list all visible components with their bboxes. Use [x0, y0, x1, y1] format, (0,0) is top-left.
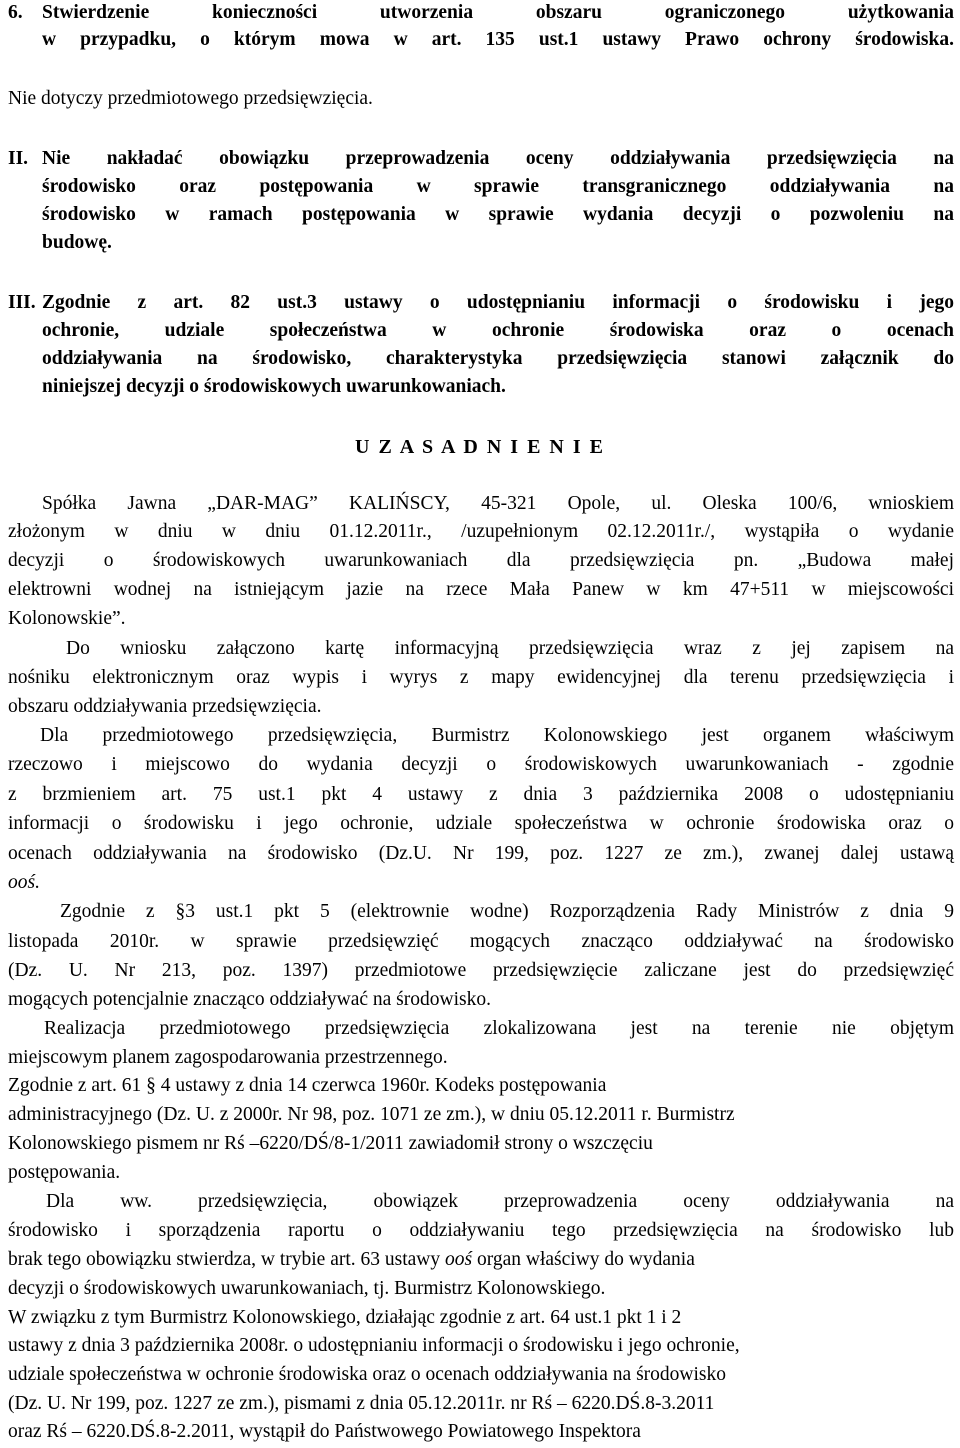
section-6-line-1 — [8, 0, 954, 26]
p3-line-6: ooś. — [8, 872, 40, 893]
p7-line-1: Dla ww. przedsięwzięcia, obowiązek przeprowadzenia oceny oddziaływania na — [46, 1191, 954, 1212]
p2-line-2: nośniku elektronicznym oraz wypis i wyrys z mapy ewidencyjnej dla terenu przedsięwzięcia i — [8, 667, 954, 688]
p4-line-1: Zgodnie z §3 ust.1 pkt 5 (elektrownie wodne) Rozporządzenia Rady Ministrów z dnia 9 — [60, 901, 954, 922]
p3-line-1: Dla przedmiotowego przedsięwzięcia, Burmistrz Kolonowskiego jest organem właściwym — [40, 725, 954, 746]
p4-line-3: (Dz. U. Nr 213, poz. 1397) przedmiotowe przedsięwzięcie zaliczane jest do przedsięwzięć — [8, 960, 954, 981]
section-6-line-2: w przypadku, o którym mowa w art. 135 ust.1 ustawy Prawo ochrony środowiska. — [42, 29, 954, 50]
section-6-text-1: Stwierdzenie konieczności utworzenia obszaru ograniczonego użytkowania — [42, 2, 954, 23]
p6-line-3: Kolonowskiego pismem nr Rś –6220/DŚ/8-1/2011 zawiadomił strony o wszczęciu — [8, 1133, 653, 1154]
section-II-number: II. — [8, 148, 29, 169]
section-III-number: III. — [8, 292, 36, 313]
p1-line-4: elektrowni wodnej na istniejącym jazie na rzece Mała Panew w km 47+511 w miejscowości — [8, 579, 954, 600]
p7-line-4: decyzji o środowiskowych uwarunkowaniach, tj. Burmistrz Kolonowskiego. — [8, 1278, 606, 1299]
p7-line-3-post: organ właściwy do wydania — [472, 1249, 695, 1270]
p5-line-1: Realizacja przedmiotowego przedsięwzięcia zlokalizowana jest na terenie nie objętym — [44, 1018, 954, 1039]
justification-heading: U Z A S A D N I E N I E — [355, 436, 605, 458]
p1-line-3: decyzji o środowiskowych uwarunkowaniach dla przedsięwzięcia pn. „Budowa małej — [8, 550, 954, 571]
p3-line-5: ocenach oddziaływania na środowisko (Dz.U. Nr 199, poz. 1227 ze zm.), zwanej dalej ustawą — [8, 843, 954, 864]
section-III-line-3: oddziaływania na środowisko, charakterystyka przedsięwzięcia stanowi załącznik do — [42, 348, 954, 369]
p6-line-4: postępowania. — [8, 1162, 121, 1183]
p7-line-3 — [8, 1247, 954, 1273]
p3-line-4: informacji o środowisku i jego ochronie, udziale społeczeństwa w ochronie środowiska oraz o — [8, 813, 954, 834]
section-6-number: 6. — [8, 2, 23, 23]
p8-line-4: (Dz. U. Nr 199, poz. 1227 ze zm.), pismami z dnia 05.12.2011r. nr Rś – 6220.DŚ.8-3.2011 — [8, 1393, 715, 1414]
p6-line-2: administracyjnego (Dz. U. z 2000r. Nr 98, poz. 1071 ze zm.), w dniu 05.12.2011 r. Burmistrz — [8, 1104, 735, 1125]
section-II-line-4: budowę. — [42, 232, 112, 253]
p7-line-3-italic: ooś — [445, 1249, 473, 1270]
p2-line-3: obszaru oddziaływania przedsięwzięcia. — [8, 696, 322, 717]
section-III-text-1: Zgodnie z art. 82 ust.3 ustawy o udostępnianiu informacji o środowisku i jego — [42, 292, 954, 313]
section-II-text-1: Nie nakładać obowiązku przeprowadzenia oceny oddziaływania przedsięwzięcia na — [42, 148, 954, 169]
section-II-line-1 — [8, 146, 954, 172]
p1-line-1: Spółka Jawna „DAR-MAG” KALIŃSCY, 45-321 Opole, ul. Oleska 100/6, wnioskiem — [42, 493, 954, 514]
section-III-line-4: niniejszej decyzji o środowiskowych uwarunkowaniach. — [42, 376, 506, 397]
section-III-line-2: ochronie, udziale społeczeństwa w ochronie środowiska oraz o ocenach — [42, 320, 954, 341]
p3-line-3: z brzmieniem art. 75 ust.1 pkt 4 ustawy z dnia 3 października 2008 o udostępnianiu — [8, 784, 954, 805]
section-6-answer: Nie dotyczy przedmiotowego przedsięwzięcia. — [8, 88, 373, 109]
p8-line-2: ustawy z dnia 3 października 2008r. o udostępnianiu informacji o środowisku i jego ochronie, — [8, 1335, 740, 1356]
p2-line-1: Do wniosku załączono kartę informacyjną przedsięwzięcia wraz z jej zapisem na — [66, 638, 954, 659]
section-II-line-3: środowisko w ramach postępowania w sprawie wydania decyzji o pozwoleniu na — [42, 204, 954, 225]
p6-line-1: Zgodnie z art. 61 § 4 ustawy z dnia 14 czerwca 1960r. Kodeks postępowania — [8, 1075, 607, 1096]
p7-line-3-pre: brak tego obowiązku stwierdza, w trybie art. 63 ustawy — [8, 1249, 441, 1270]
p8-line-3: udziale społeczeństwa w ochronie środowiska oraz o ocenach oddziaływania na środowisko — [8, 1364, 727, 1385]
p8-line-5: oraz Rś – 6220.DŚ.8-2.2011, wystąpił do Państwowego Powiatowego Inspektora — [8, 1421, 641, 1442]
p1-line-2: złożonym w dniu w dniu 01.12.2011r., /uzupełnionym 02.12.2011r./, wystąpiła o wydanie — [8, 521, 954, 542]
p4-line-2: listopada 2010r. w sprawie przedsięwzięć mogących znacząco oddziaływać na środowisko — [8, 931, 954, 952]
p4-line-4: mogących potencjalnie znacząco oddziaływać na środowisko. — [8, 989, 491, 1010]
section-II-line-2: środowisko oraz postępowania w sprawie transgranicznego oddziaływania na — [42, 176, 954, 197]
p5-line-2: miejscowym planem zagospodarowania przestrzennego. — [8, 1047, 448, 1068]
p7-line-2: środowisko i sporządzenia raportu o oddziaływaniu tego przedsięwzięcia na środowisko lub — [8, 1220, 954, 1241]
p1-line-5: Kolonowskie”. — [8, 608, 126, 629]
p3-line-2: rzeczowo i miejscowo do wydania decyzji o środowiskowych uwarunkowaniach - zgodnie — [8, 754, 954, 775]
section-III-line-1 — [8, 290, 954, 316]
p8-line-1: W związku z tym Burmistrz Kolonowskiego, działając zgodnie z art. 64 ust.1 pkt 1 i 2 — [8, 1307, 682, 1328]
